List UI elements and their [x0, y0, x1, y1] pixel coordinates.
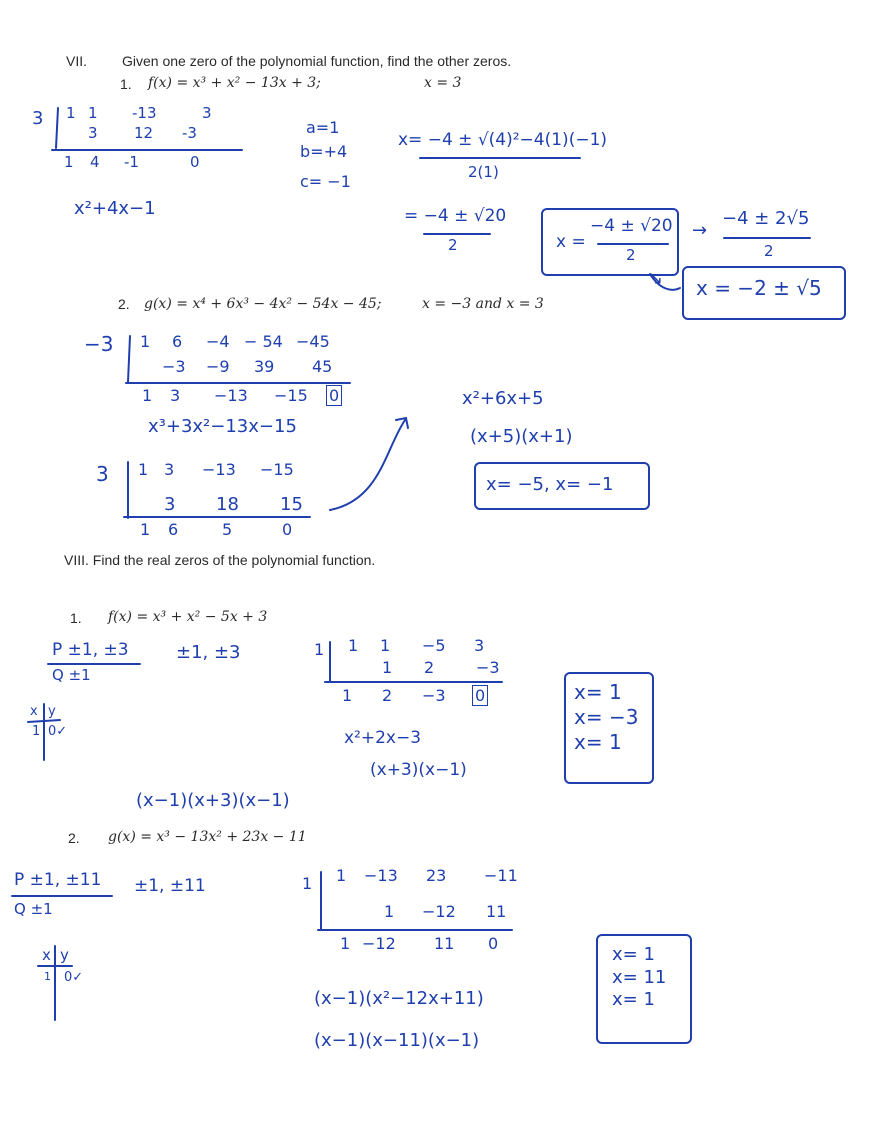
answer-item: x= 1	[574, 730, 622, 754]
answer-list	[612, 944, 666, 1012]
quadratic-formula-numerator: x= −4 ± √(4)²−4(1)(−1)	[398, 130, 608, 150]
division-cell: 6	[168, 520, 179, 539]
division-cell: 1	[342, 686, 353, 705]
quotient-polynomial: x²+2x−3	[344, 728, 422, 748]
division-cell: 12	[134, 124, 154, 142]
given-zeros: x = −3 and x = 3	[422, 296, 544, 312]
table-value-y: 0✓	[48, 724, 68, 739]
answer-item: x= −3	[574, 705, 639, 729]
answer-item: x= 1	[574, 680, 622, 704]
depressed-quadratic: x²+6x+5	[462, 388, 544, 409]
division-cell: 2	[382, 686, 393, 705]
division-row-3	[140, 520, 292, 539]
problem-number: 2.	[68, 830, 80, 846]
division-cell: −5	[422, 636, 446, 655]
division-row-3	[340, 934, 498, 953]
division-cell: 3	[164, 494, 176, 515]
division-cell: −3	[476, 658, 500, 677]
rational-roots-q: Q ±1	[14, 900, 53, 918]
division-cell: −12	[362, 934, 396, 953]
division-row-3	[64, 153, 200, 171]
section-8-instruction: VIII. Find the real zeros of the polynomial function.	[64, 552, 376, 568]
division-row-1	[138, 460, 294, 479]
answer-list	[574, 680, 638, 755]
simplified-denominator: 2	[448, 236, 458, 254]
division-cell: 1	[88, 104, 98, 122]
division-row-1	[336, 866, 518, 885]
division-cell: -13	[132, 104, 157, 122]
problem-function: g(x) = x³ − 13x² + 23x − 11	[108, 829, 307, 845]
division-cell: 1	[142, 386, 153, 405]
division-row-2	[384, 902, 506, 921]
table-value-x: 1	[44, 970, 51, 983]
answer-numerator: −4 ± √20	[590, 216, 673, 236]
answer-item: x= 11	[612, 966, 667, 988]
division-cell: 4	[90, 153, 100, 171]
division-cell: 0	[282, 520, 293, 539]
full-factorization: (x−1)(x+3)(x−1)	[136, 790, 290, 811]
division-cell: 18	[216, 494, 239, 515]
quadratic-formula-denominator: 2(1)	[468, 163, 499, 181]
factored-quadratic: (x+5)(x+1)	[470, 426, 573, 447]
coefficient-c: c= −1	[300, 172, 351, 191]
division-cell: −9	[206, 357, 230, 376]
factored-quotient: (x+3)(x−1)	[370, 760, 467, 780]
right-arrow-icon: →	[692, 220, 708, 241]
division-cell: −3	[422, 686, 446, 705]
division-cell: 3	[474, 636, 485, 655]
division-row-2	[88, 124, 197, 142]
division-cell: −11	[484, 866, 518, 885]
division-row-1	[66, 104, 212, 122]
division-cell: −13	[364, 866, 398, 885]
candidate-roots: ±1, ±3	[176, 642, 241, 663]
table-header-x: x	[42, 946, 51, 964]
full-factorization: (x−1)(x−11)(x−1)	[314, 1030, 480, 1051]
division-cell: 5	[222, 520, 233, 539]
simplified-radical-denominator: 2	[764, 242, 774, 260]
partial-factorization: (x−1)(x²−12x+11)	[314, 988, 484, 1009]
final-answer: x = −2 ± √5	[696, 276, 822, 300]
division-cell: 1	[66, 104, 76, 122]
simplified-radical-numerator: −4 ± 2√5	[722, 208, 810, 229]
division-cell: -1	[124, 153, 139, 171]
coefficient-b: b=+4	[300, 142, 348, 161]
problem-number: 2.	[118, 296, 130, 312]
division-divisor: −3	[84, 332, 114, 356]
division-cell: 1	[138, 460, 149, 479]
division-cell: 0	[190, 153, 200, 171]
division-cell: − 54	[244, 332, 283, 351]
problem-function: g(x) = x⁴ + 6x³ − 4x² − 54x − 45;	[144, 296, 382, 312]
division-cell: −45	[296, 332, 330, 351]
division-cell: −15	[260, 460, 294, 479]
division-divisor: 3	[96, 462, 109, 486]
division-cell: 11	[434, 934, 455, 953]
section-7-instruction: Given one zero of the polynomial function, find the other zeros.	[122, 53, 512, 69]
coefficient-a: a=1	[306, 118, 340, 137]
division-cell: 39	[254, 357, 275, 376]
candidate-roots: ±1, ±11	[134, 876, 206, 896]
division-cell: 3	[202, 104, 212, 122]
simplified-numerator: = −4 ± √20	[404, 206, 507, 226]
table-value-x: 1	[32, 724, 41, 739]
division-bar-vertical	[56, 108, 58, 148]
section-7-numeral: VII.	[66, 53, 88, 69]
division-cell: 1	[64, 153, 74, 171]
problem-function: f(x) = x³ + x² − 5x + 3	[108, 609, 268, 625]
division-row-2	[382, 658, 500, 677]
division-cell: 1	[140, 332, 151, 351]
division-cell: 1	[382, 658, 393, 677]
rational-roots-p: P ±1, ±11	[14, 870, 102, 890]
division-row-3	[342, 686, 488, 705]
division-divisor: 3	[32, 108, 44, 129]
division-cell: 1	[336, 866, 347, 885]
final-answer: x= −5, x= −1	[486, 474, 614, 495]
division-cell: 0	[488, 934, 499, 953]
division-cell: −12	[422, 902, 456, 921]
division-cell: −13	[214, 386, 248, 405]
curved-arrow-icon: ↘	[648, 268, 664, 289]
division-cell: 1	[340, 934, 351, 953]
division-cell: −13	[202, 460, 236, 479]
division-cell: 15	[280, 494, 303, 515]
division-cell: 1	[380, 636, 391, 655]
quotient-polynomial: x²+4x−1	[74, 198, 156, 219]
problem-function: f(x) = x³ + x² − 13x + 3;	[148, 75, 321, 91]
table-header-y: y	[48, 704, 56, 719]
division-cell: 2	[424, 658, 435, 677]
table-header-x: x	[30, 704, 38, 719]
division-row-1	[140, 332, 330, 351]
table-header-y: y	[60, 946, 69, 964]
answer-item: x= 1	[612, 944, 655, 965]
division-cell: 1	[384, 902, 395, 921]
problem-number: 1.	[70, 610, 82, 626]
answer-item: x= 1	[612, 989, 655, 1010]
division-row-2	[164, 494, 303, 515]
depressed-cubic: x³+3x²−13x−15	[148, 416, 297, 437]
division-cell: −4	[206, 332, 230, 351]
division-cell: 45	[312, 357, 333, 376]
division-cell: 3	[164, 460, 175, 479]
rational-roots-q: Q ±1	[52, 666, 91, 684]
answer-lhs: x =	[556, 232, 586, 252]
division-row-2	[162, 357, 332, 376]
division-cell: 11	[486, 902, 507, 921]
curved-arrow-line	[330, 420, 405, 510]
division-row-1	[348, 636, 484, 655]
remainder-box: 0	[326, 385, 342, 406]
division-divisor: 1	[302, 874, 313, 893]
division-cell: 1	[140, 520, 151, 539]
rational-roots-p: P ±1, ±3	[52, 640, 129, 660]
division-bar-vertical	[128, 336, 130, 382]
division-row-3	[142, 386, 342, 405]
problem-number: 1.	[120, 76, 132, 92]
division-cell: 6	[172, 332, 183, 351]
given-zero: x = 3	[424, 75, 462, 91]
division-cell: 1	[348, 636, 359, 655]
division-cell: 23	[426, 866, 447, 885]
division-cell: 3	[88, 124, 98, 142]
division-cell: −15	[274, 386, 308, 405]
table-value-y: 0✓	[64, 970, 84, 985]
division-cell: -3	[182, 124, 197, 142]
remainder-box: 0	[472, 685, 488, 706]
answer-denominator: 2	[626, 246, 636, 264]
division-cell: 3	[170, 386, 181, 405]
division-cell: −3	[162, 357, 186, 376]
division-divisor: 1	[314, 640, 325, 659]
